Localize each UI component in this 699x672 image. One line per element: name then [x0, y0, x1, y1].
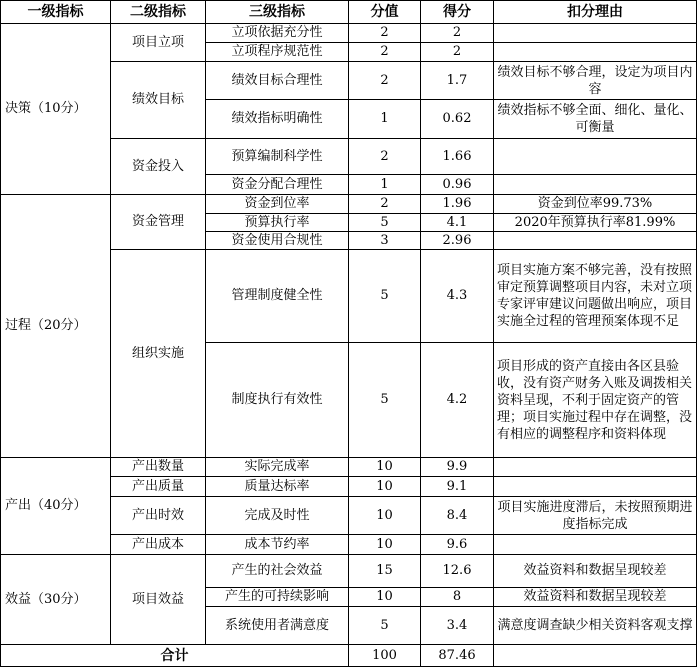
header-got: 得分 [421, 1, 494, 24]
score-cell: 2 [349, 24, 421, 43]
level2-out-cost: 产出成本 [111, 535, 206, 555]
got-cell: 2.96 [421, 232, 494, 250]
got-cell: 1.96 [421, 195, 494, 214]
level3-cell: 产生的可持续影响 [206, 588, 349, 607]
level2-fund-mgmt: 资金管理 [111, 195, 206, 250]
level3-cell: 资金使用合规性 [206, 232, 349, 250]
total-score: 100 [349, 645, 421, 667]
total-row [1, 645, 697, 667]
score-cell: 2 [349, 43, 421, 62]
score-cell: 5 [349, 214, 421, 232]
level1-process: 过程（20分） [1, 195, 111, 458]
got-cell: 9.1 [421, 477, 494, 497]
level2-project-setup: 项目立项 [111, 24, 206, 62]
level1-output: 产出（40分） [1, 458, 111, 555]
got-cell: 3.4 [421, 607, 494, 645]
header-level3: 三级指标 [206, 1, 349, 24]
score-cell: 5 [349, 607, 421, 645]
reason-cell: 绩效目标不够合理，设定为项目内容 [494, 62, 697, 100]
level3-cell: 质量达标率 [206, 477, 349, 497]
score-cell: 2 [349, 139, 421, 175]
level2-perf-goal: 绩效目标 [111, 62, 206, 139]
level2-org-impl: 组织实施 [111, 250, 206, 458]
level3-cell: 立项依据充分性 [206, 24, 349, 43]
level2-proj-benefit: 项目效益 [111, 555, 206, 645]
score-cell: 10 [349, 497, 421, 535]
level3-cell: 立项程序规范性 [206, 43, 349, 62]
level3-cell: 预算执行率 [206, 214, 349, 232]
reason-cell [494, 477, 697, 497]
reason-cell [494, 139, 697, 175]
header-score: 分值 [349, 1, 421, 24]
level3-cell: 实际完成率 [206, 458, 349, 477]
score-cell: 10 [349, 535, 421, 555]
level3-cell: 完成及时性 [206, 497, 349, 535]
level3-cell: 绩效指标明确性 [206, 100, 349, 139]
got-cell: 9.9 [421, 458, 494, 477]
level3-cell: 资金分配合理性 [206, 175, 349, 195]
level3-cell: 管理制度健全性 [206, 250, 349, 343]
score-cell: 10 [349, 477, 421, 497]
level2-out-quality: 产出质量 [111, 477, 206, 497]
got-cell: 4.3 [421, 250, 494, 343]
level2-out-time: 产出时效 [111, 497, 206, 535]
header-level1: 一级指标 [1, 1, 111, 24]
got-cell: 4.2 [421, 343, 494, 458]
level3-cell: 绩效目标合理性 [206, 62, 349, 100]
reason-cell: 满意度调查缺少相关资料客观支撑 [494, 607, 697, 645]
score-cell: 2 [349, 62, 421, 100]
reason-cell: 项目形成的资产直接由各区县验收，没有资产财务入账及调拨相关资料呈现，不利于固定资产的管理；项目实施过程中存在调整，没有相应的调整程序和资料体现 [494, 343, 697, 458]
level3-cell: 预算编制科学性 [206, 139, 349, 175]
got-cell: 1.66 [421, 139, 494, 175]
level1-benefit: 效益（30分） [1, 555, 111, 645]
header-level2: 二级指标 [111, 1, 206, 24]
reason-cell [494, 458, 697, 477]
level3-cell: 产生的社会效益 [206, 555, 349, 588]
got-cell: 0.96 [421, 175, 494, 195]
reason-cell: 绩效指标不够全面、细化、量化、可衡量 [494, 100, 697, 139]
got-cell: 0.62 [421, 100, 494, 139]
reason-cell: 资金到位率99.73% [494, 195, 697, 214]
score-cell: 5 [349, 250, 421, 343]
got-cell: 2 [421, 43, 494, 62]
got-cell: 9.6 [421, 535, 494, 555]
table-row [1, 195, 697, 214]
score-cell: 5 [349, 343, 421, 458]
reason-cell: 效益资料和数据呈现较差 [494, 588, 697, 607]
level3-cell: 系统使用者满意度 [206, 607, 349, 645]
reason-cell [494, 24, 697, 43]
level3-cell: 成本节约率 [206, 535, 349, 555]
level2-fund-input: 资金投入 [111, 139, 206, 195]
reason-cell: 2020年预算执行率81.99% [494, 214, 697, 232]
score-cell: 2 [349, 195, 421, 214]
score-cell: 10 [349, 588, 421, 607]
table-row [1, 555, 697, 588]
reason-cell [494, 43, 697, 62]
level1-decision: 决策（10分） [1, 24, 111, 195]
header-reason: 扣分理由 [494, 1, 697, 24]
score-cell: 15 [349, 555, 421, 588]
got-cell: 12.6 [421, 555, 494, 588]
score-cell: 10 [349, 458, 421, 477]
reason-cell: 项目实施进度滞后，未按照预期进度指标完成 [494, 497, 697, 535]
reason-cell [494, 232, 697, 250]
got-cell: 8.4 [421, 497, 494, 535]
total-reason [494, 645, 697, 667]
score-cell: 3 [349, 232, 421, 250]
got-cell: 1.7 [421, 62, 494, 100]
table-row [1, 24, 697, 43]
got-cell: 4.1 [421, 214, 494, 232]
total-label: 合计 [1, 645, 349, 667]
total-got: 87.46 [421, 645, 494, 667]
reason-cell [494, 535, 697, 555]
level3-cell: 资金到位率 [206, 195, 349, 214]
table-row [1, 458, 697, 477]
reason-cell: 效益资料和数据呈现较差 [494, 555, 697, 588]
level3-cell: 制度执行有效性 [206, 343, 349, 458]
got-cell: 2 [421, 24, 494, 43]
reason-cell [494, 175, 697, 195]
level2-out-qty: 产出数量 [111, 458, 206, 477]
got-cell: 8 [421, 588, 494, 607]
reason-cell: 项目实施方案不够完善，没有按照审定预算调整项目内容，未对立项专家评审建议问题做出响应，项目实施全过程的管理预案体现不足 [494, 250, 697, 343]
score-cell: 1 [349, 100, 421, 139]
score-cell: 1 [349, 175, 421, 195]
header-row [1, 1, 697, 24]
